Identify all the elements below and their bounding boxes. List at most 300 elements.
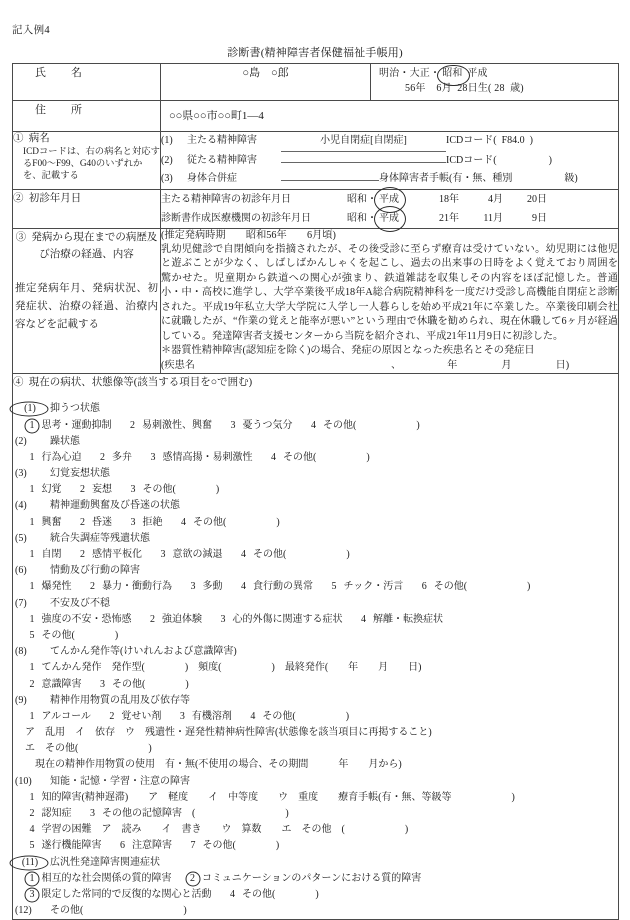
symptom-item-label: 強迫体験 (159, 613, 202, 625)
section2-label-cell (13, 189, 161, 228)
symptom-item-number[interactable]: 2 (29, 678, 35, 690)
symptom-item[interactable] (126, 515, 163, 531)
symptom-item[interactable] (25, 660, 421, 676)
symptom-item-label: 食行動の異常 (250, 581, 313, 593)
section1-body (161, 132, 619, 190)
symptom-item-label: 多弁 (109, 451, 132, 463)
physical-comorbidity-row (161, 170, 618, 189)
symptom-item[interactable] (25, 822, 408, 838)
symptom-group-number[interactable]: (2) (15, 435, 27, 447)
symptom-item[interactable] (186, 871, 422, 887)
symptom-item-label: その他( ) (109, 678, 189, 690)
symptom-item-label: 解離・転換症状 (370, 613, 443, 625)
symptom-item-number[interactable]: 1 (29, 581, 35, 593)
symptom-item-number[interactable]: 2 (130, 419, 135, 431)
symptom-group (13, 531, 618, 563)
symptom-group-title[interactable] (13, 596, 618, 612)
symptom-item-number[interactable]: 3 (130, 516, 136, 528)
section3-subtitle: 推定発病年月、発病状況、初発症状、治療の経過、治療内容などを記載する (15, 283, 158, 330)
symptom-item-number[interactable]: 3 (100, 678, 105, 690)
symptom-item-label: 学習の困難 ア 読み イ 書き ウ 算数 エ その他 ( ) (39, 824, 409, 836)
symptom-group-label: 幻覚妄想状態 (45, 468, 110, 480)
symptom-item-number[interactable]: 3 (160, 549, 166, 561)
symptom-item[interactable] (25, 579, 72, 595)
symptom-group-number[interactable]: (6) (15, 565, 27, 577)
primary-disorder-label: 主たる精神障害 (187, 135, 257, 146)
symptom-group (13, 855, 618, 904)
symptom-items-row (13, 887, 618, 903)
secondary-disorder-label: 従たる精神障害 (187, 154, 257, 166)
symptom-item[interactable] (246, 709, 349, 725)
symptom-item-number[interactable]: 4 (271, 451, 276, 463)
symptom-item-number[interactable]: 1 (29, 791, 35, 803)
section3-num: ③ (15, 231, 27, 243)
first-visit-facility-month: 11月 (483, 212, 503, 224)
symptom-item-number[interactable]: 1 (25, 418, 39, 434)
symptom-item-number[interactable]: 4 (29, 824, 35, 836)
symptom-group (13, 434, 618, 466)
symptom-item-number[interactable]: 3 (230, 419, 236, 431)
symptom-group-title[interactable] (13, 466, 618, 482)
symptom-extra-line[interactable]: 現在の精神作用物質の使用 有・無(不使用の場合、その期間 年 月から) (25, 759, 402, 771)
first-visit-facility-era-selected: 平成 (377, 209, 401, 228)
row-section-1 (13, 132, 619, 190)
section1-note: ICDコードは、右の病名と対応するF00～F99、G40のいずれかを、記載する (23, 147, 160, 182)
symptom-item[interactable] (417, 579, 530, 595)
symptom-item[interactable] (25, 628, 118, 644)
symptom-group-label: 広汎性発達障害関連症状 (45, 856, 160, 868)
symptom-group (13, 693, 618, 774)
symptom-item-label: その他( ) (39, 629, 119, 641)
era-selected-showa: 昭和 (440, 67, 464, 82)
symptom-group-label: 統合失調症等残遺状態 (45, 532, 150, 544)
symptom-item[interactable] (357, 612, 444, 628)
symptom-item[interactable] (25, 547, 62, 563)
birth-month: 6月 (436, 82, 452, 94)
physical-comorbidity-value[interactable] (281, 180, 379, 181)
symptom-group-label: 不安及び不穏 (45, 597, 110, 609)
symptom-item[interactable] (76, 515, 113, 531)
symptom-item[interactable] (186, 838, 279, 854)
symptom-items-row (13, 515, 618, 531)
symptom-item[interactable] (25, 482, 62, 498)
symptom-item-number[interactable]: 4 (241, 581, 246, 593)
symptom-item-number[interactable]: 4 (230, 888, 235, 900)
symptom-item-label: その他( ) (431, 581, 531, 593)
symptom-item-label: 爆発性 (39, 581, 72, 593)
symptom-group-label: 抑うつ状態 (45, 403, 100, 415)
symptom-item[interactable] (237, 579, 314, 595)
symptom-item-label: 妄想 (89, 484, 112, 496)
symptom-item[interactable] (76, 482, 113, 498)
symptom-items-row (13, 418, 618, 434)
era-prefix: 明治・大正・ (379, 68, 441, 79)
symptom-item-label: 意欲の減退 (170, 549, 223, 561)
symptom-items-row (13, 871, 618, 887)
symptom-item-label: その他( ) (250, 549, 350, 561)
symptom-group (13, 401, 618, 433)
section3-label-cell (13, 228, 161, 374)
symptom-item[interactable] (146, 612, 203, 628)
section2-num: ② (13, 192, 24, 204)
symptom-group (13, 563, 618, 595)
symptom-item-number[interactable]: 4 (181, 516, 186, 528)
symptom-item-number[interactable]: 2 (150, 613, 155, 625)
physical-handbook-label: 身体障害者手帳(有・無、種別 (379, 173, 513, 184)
symptom-group-list (13, 401, 618, 919)
symptom-item[interactable] (267, 450, 370, 466)
symptom-item-label: 思考・運動抑制 (39, 419, 112, 431)
disease-name-label: (疾患名 (161, 359, 195, 371)
onset-period-line: (推定発病時期 昭和56年 6月頃) (161, 229, 336, 241)
symptom-item-label: アルコール (39, 710, 91, 722)
birth-date-line (379, 82, 610, 97)
symptom-group (13, 774, 618, 855)
symptom-item-number[interactable]: 2 (80, 484, 85, 496)
symptom-item[interactable] (327, 579, 403, 595)
symptom-item[interactable] (25, 709, 91, 725)
symptom-item[interactable] (237, 547, 350, 563)
disease-name-line (161, 359, 618, 373)
row-address (13, 101, 619, 132)
section1-title: 病名 (28, 133, 50, 144)
symptom-extra-line[interactable]: エ その他( ) (25, 743, 152, 755)
symptom-item-number[interactable]: 1 (25, 871, 39, 887)
symptom-item-label: チック・汚言 (341, 581, 404, 593)
first-visit-facility-era-pre: 昭和・ (347, 212, 377, 224)
first-visit-facility-year: 21年 (439, 212, 459, 224)
symptom-group-number[interactable]: (1) (13, 401, 45, 417)
symptom-item[interactable] (25, 887, 212, 903)
disease-day: 日) (555, 359, 570, 371)
symptom-item-label: その他( ) (200, 840, 280, 852)
first-visit-primary-era (347, 190, 415, 209)
symptom-item-number[interactable]: 4 (361, 613, 366, 625)
symptom-item-label: 強度の不安・恐怖感 (39, 613, 132, 625)
symptom-item-number[interactable]: 2 (80, 549, 85, 561)
symptom-item[interactable] (25, 838, 102, 854)
symptom-item[interactable] (96, 450, 133, 466)
clinical-narrative: 乳幼児健診で自閉傾向を指摘されたが、その後受診に至らず療育は受けていない。幼児期には他児と遊ぶことが少なく、しばしばかんしゃくを起こし、過去の出来事の日時をよく覚えており周囲を驚かせた。児童期から鉄道への関心が強まり、鉄道雑誌を収集しその内容をほぼ記憶した。普通小・中・高校に進学し、大学卒業後平成18年A総合病院精神科を一度だけ受診し高機能自閉症と診断された。平成19年私立大学大学院に入学し一人暮らしを始め平成21年に卒業した。卒業後印刷会社に就職したが、“作業の覚えと能率が悪い”という理由で休職を勧められ、現在休職して6ヶ月が経過している。発達障害者支援センターから当院を紹介され、平成21年11月9日に初診した。 (161, 243, 618, 342)
symptom-item[interactable] (25, 515, 62, 531)
symptom-item[interactable] (226, 418, 293, 434)
symptom-item[interactable] (126, 418, 213, 434)
symptom-item-label: その他( ) (190, 516, 280, 528)
first-visit-facility-day: 9日 (532, 212, 547, 224)
symptom-items-row (13, 677, 618, 693)
symptom-item-label: 知的障害(精神遅滞) ア 軽度 イ 中等度 ウ 重度 療育手帳(有・無、等級等 ) (39, 791, 515, 803)
symptom-group (13, 466, 618, 498)
symptom-extra-line[interactable]: ア 乱用 イ 依存 ウ 残遺性・遅発性精神病性障害(状態像を該当項目に再掲すること) (25, 727, 432, 739)
section4-title: 現在の病状、状態像等(該当する項目を○で囲む) (28, 377, 253, 389)
secondary-disorder-value[interactable] (281, 162, 446, 163)
secondary-icd-close: ) (548, 154, 552, 166)
symptom-item-label: 認知症 (39, 808, 72, 820)
name-label: 氏 名 (35, 67, 83, 79)
symptom-group-title[interactable] (13, 434, 618, 450)
symptom-item-number[interactable]: 6 (120, 840, 125, 852)
symptom-item-number[interactable]: 7 (190, 840, 196, 852)
era-options (379, 67, 610, 82)
symptom-group-title[interactable] (13, 693, 618, 709)
symptom-item-number[interactable]: 3 (90, 808, 95, 820)
symptom-item-number[interactable]: 2 (186, 871, 200, 887)
symptom-group-number[interactable]: (10) (15, 775, 32, 787)
symptom-items-row (13, 628, 618, 644)
patient-age: 28 (494, 82, 505, 94)
symptom-group-number[interactable]: (12) (15, 905, 32, 917)
symptom-group-label: てんかん発作等(けいれんおよび意識障害) (45, 646, 237, 658)
physical-handbook-close: 級) (564, 173, 578, 184)
symptom-group-label: その他( ) (45, 905, 187, 917)
first-visit-facility-label: 診断書作成医療機関の初診年月日 (161, 212, 311, 224)
symptom-item[interactable] (146, 450, 253, 466)
symptom-items-row (13, 450, 618, 466)
section4-heading (13, 374, 618, 389)
symptom-group-number[interactable]: (4) (15, 500, 27, 512)
symptom-item-number[interactable]: 1 (29, 516, 35, 528)
symptom-group-label: 知能・記憶・学習・注意の障害 (45, 775, 190, 787)
symptom-items-row (13, 612, 618, 628)
name-value-cell (161, 64, 371, 101)
symptom-item-label: 自閉 (39, 549, 62, 561)
symptom-item[interactable] (25, 612, 132, 628)
era-suffix: 平成 (467, 68, 488, 79)
symptom-item-number[interactable]: 3 (150, 451, 156, 463)
section2-body (161, 189, 619, 228)
primary-disorder-row (161, 132, 618, 152)
symptom-item[interactable] (116, 838, 173, 854)
symptom-item-number[interactable]: 2 (29, 808, 35, 820)
symptom-item[interactable] (76, 547, 143, 563)
symptom-group-label: 精神運動興奮及び昏迷の状態 (45, 500, 180, 512)
symptom-item-number[interactable]: 3 (179, 710, 185, 722)
symptom-group-title[interactable] (13, 563, 618, 579)
symptom-item[interactable] (126, 482, 219, 498)
symptom-group (13, 903, 618, 919)
symptom-items-row (13, 579, 618, 595)
symptom-item-label: 行為心迫 (39, 451, 82, 463)
symptom-item-label: 相互的な社会関係の質的障害 (39, 872, 172, 884)
primary-disorder-value[interactable]: 小児自閉症[自閉症] (281, 132, 446, 152)
primary-icd-close: ) (529, 135, 533, 146)
symptom-item-label: 限定した常同的で反復的な関心と活動 (39, 888, 212, 900)
section1-label-cell (13, 132, 161, 190)
address-value: ○○県○○市○○町1—4 (169, 110, 264, 122)
first-visit-primary-row (161, 190, 618, 209)
symptom-item-number[interactable]: 2 (100, 451, 105, 463)
example-label: 記入例4 (12, 25, 50, 36)
symptom-item-label: 感情平板化 (89, 549, 142, 561)
primary-disorder-index: (1) (161, 135, 173, 146)
symptom-items-row (13, 822, 618, 838)
symptom-item-number[interactable]: 2 (90, 581, 95, 593)
symptom-item-number[interactable]: 1 (29, 710, 35, 722)
symptom-items-row (13, 709, 618, 725)
symptom-item-number[interactable]: 4 (311, 419, 316, 431)
symptom-item[interactable] (105, 709, 162, 725)
symptom-group-title[interactable] (13, 401, 618, 417)
section4-num: ④ (13, 377, 24, 389)
symptom-item-number[interactable]: 5 (331, 581, 337, 593)
symptom-item[interactable] (186, 579, 223, 595)
row-name (13, 64, 619, 101)
certificate-table (12, 63, 619, 920)
symptom-group-number[interactable]: (5) (15, 532, 27, 544)
symptom-group-number[interactable]: (8) (15, 646, 27, 658)
symptom-item-label: てんかん発作 発作型( ) 頻度( ) 最終発作( 年 月 日) (39, 662, 422, 674)
first-visit-facility-row (161, 209, 618, 228)
name-label-cell (13, 64, 161, 101)
symptom-item[interactable] (25, 790, 515, 806)
symptom-item[interactable] (25, 450, 82, 466)
secondary-icd-label: ICDコード( (446, 154, 497, 166)
symptom-item[interactable] (25, 806, 72, 822)
symptom-group-title[interactable] (13, 903, 618, 919)
section3-body (161, 228, 619, 374)
symptom-item-label: その他( ) (239, 888, 319, 900)
symptom-group (13, 596, 618, 645)
primary-icd-label: ICDコード( (446, 135, 497, 146)
symptom-items-row (13, 790, 618, 806)
secondary-disorder-row (161, 152, 618, 171)
symptom-group (13, 644, 618, 693)
birth-day: 28日生( (457, 82, 492, 94)
symptom-item[interactable] (177, 515, 280, 531)
symptom-item-number[interactable]: 3 (130, 484, 136, 496)
symptom-item-label: 幻覚 (39, 484, 62, 496)
symptom-item-number[interactable]: 3 (190, 581, 196, 593)
symptom-item-label: その他( ) (280, 451, 370, 463)
symptom-item-label: その他( ) (259, 710, 350, 722)
symptom-item-label: 憂うつ気分 (240, 419, 293, 431)
symptom-item-label: 感情高揚・易刺激性 (160, 451, 253, 463)
birth-year: 56年 (405, 82, 426, 94)
symptom-item-number[interactable]: 3 (220, 613, 226, 625)
first-visit-primary-month: 4月 (488, 193, 503, 205)
row-section-2 (13, 189, 619, 228)
symptom-item[interactable] (175, 709, 232, 725)
symptom-items-row (13, 482, 618, 498)
symptom-item-number[interactable]: 6 (421, 581, 427, 593)
symptom-item-label: その他の記憶障害 ( ) (99, 808, 289, 820)
symptom-item-number[interactable]: 1 (29, 484, 35, 496)
symptom-group-label: 情動及び行動の障害 (45, 565, 140, 577)
section1-num: ① (13, 133, 24, 144)
symptom-item-number[interactable]: 1 (29, 451, 35, 463)
section2-title: 初診年月日 (28, 192, 82, 204)
row-section-4 (13, 374, 619, 920)
first-visit-primary-label: 主たる精神障害の初診年月日 (161, 193, 291, 205)
row-section-3 (13, 228, 619, 374)
secondary-disorder-index: (2) (161, 154, 173, 166)
symptom-item-label: 暴力・衝動行為 (99, 581, 172, 593)
symptom-items-row (13, 806, 618, 822)
symptom-item[interactable] (25, 418, 112, 434)
symptom-item[interactable] (25, 677, 82, 693)
symptom-item-label: 昏迷 (89, 516, 112, 528)
age-suffix: 歳) (510, 82, 524, 94)
symptom-item[interactable] (226, 887, 319, 903)
symptom-group-number[interactable]: (7) (15, 597, 27, 609)
symptom-item-number[interactable]: 1 (29, 662, 35, 674)
symptom-group-title[interactable] (13, 774, 618, 790)
symptom-item-number[interactable]: 5 (29, 629, 35, 641)
symptom-group-title[interactable] (13, 644, 618, 660)
primary-icd-value[interactable]: F84.0 (501, 135, 525, 146)
symptom-item-label: 多動 (200, 581, 223, 593)
symptom-item[interactable] (96, 677, 189, 693)
organic-note: ＊器質性精神障害(認知症を除く)の場合、発症の原因となった疾患名とその発症日 (161, 345, 535, 357)
symptom-item-label: その他( ) (140, 484, 220, 496)
disease-month: 月 (501, 359, 512, 371)
symptom-item-label: 意識障害 (39, 678, 82, 690)
symptom-item-label: 興奮 (39, 516, 62, 528)
symptom-group-number[interactable]: (3) (15, 468, 27, 480)
address-label-cell (13, 101, 161, 132)
symptom-item[interactable] (307, 418, 420, 434)
symptom-item-number[interactable]: 3 (25, 887, 39, 903)
symptom-group-title[interactable] (13, 531, 618, 547)
symptom-item-number[interactable]: 2 (80, 516, 85, 528)
symptom-item-label: 拒絶 (140, 516, 163, 528)
first-visit-primary-year: 18年 (439, 193, 459, 205)
symptom-item-label: 有機溶剤 (189, 710, 232, 722)
symptom-group-title[interactable] (13, 855, 618, 871)
symptom-item-number[interactable]: 4 (241, 549, 246, 561)
document-title: 診断書(精神障害者保健福祉手帳用) (227, 47, 403, 59)
symptom-item-number[interactable]: 5 (29, 840, 35, 852)
symptom-item[interactable] (216, 612, 343, 628)
symptom-group-number[interactable]: (11) (13, 855, 45, 871)
address-value-cell (161, 101, 619, 132)
symptom-item[interactable] (156, 547, 223, 563)
symptom-item-label: 遂行機能障害 (39, 840, 102, 852)
symptom-items-row (13, 547, 618, 563)
symptom-item-number[interactable]: 2 (109, 710, 115, 722)
symptom-item-label: 注意障害 (129, 840, 172, 852)
birth-cell (371, 64, 619, 101)
physical-comorbidity-label: 身体合併症 (187, 173, 237, 184)
symptom-item[interactable] (86, 806, 289, 822)
symptom-item-label: 易刺激性、興奮 (139, 419, 212, 431)
symptom-item[interactable] (86, 579, 173, 595)
symptom-item-label: 覚せい剤 (118, 710, 162, 722)
physical-comorbidity-index: (3) (161, 173, 173, 184)
symptom-item-label: 心的外傷に関連する症状 (230, 613, 343, 625)
symptom-group-label: 躁状態 (45, 435, 80, 447)
symptom-item[interactable] (25, 871, 172, 887)
symptom-item-number[interactable]: 1 (29, 613, 35, 625)
symptom-items-row (13, 838, 618, 854)
symptom-items-row (13, 660, 618, 676)
disease-sep: 、 (390, 359, 402, 371)
symptom-item-number[interactable]: 4 (250, 710, 256, 722)
symptom-group-title[interactable] (13, 498, 618, 514)
symptom-group-number[interactable]: (9) (15, 694, 27, 706)
first-visit-primary-day: 20日 (527, 193, 547, 205)
symptom-item-number[interactable]: 1 (29, 549, 35, 561)
first-visit-facility-era (347, 209, 415, 228)
first-visit-primary-era-selected: 平成 (377, 190, 401, 209)
first-visit-primary-era-pre: 昭和・ (347, 193, 377, 205)
symptom-group (13, 498, 618, 530)
section3-title: 発病から現在までの病歴及び治療の経過、内容 (31, 231, 158, 261)
symptom-item-label: その他( ) (320, 419, 420, 431)
section4-cell (13, 374, 619, 920)
symptom-group-label: 精神作用物質の乱用及び依存等 (45, 694, 190, 706)
disease-year: 年 (447, 359, 458, 371)
